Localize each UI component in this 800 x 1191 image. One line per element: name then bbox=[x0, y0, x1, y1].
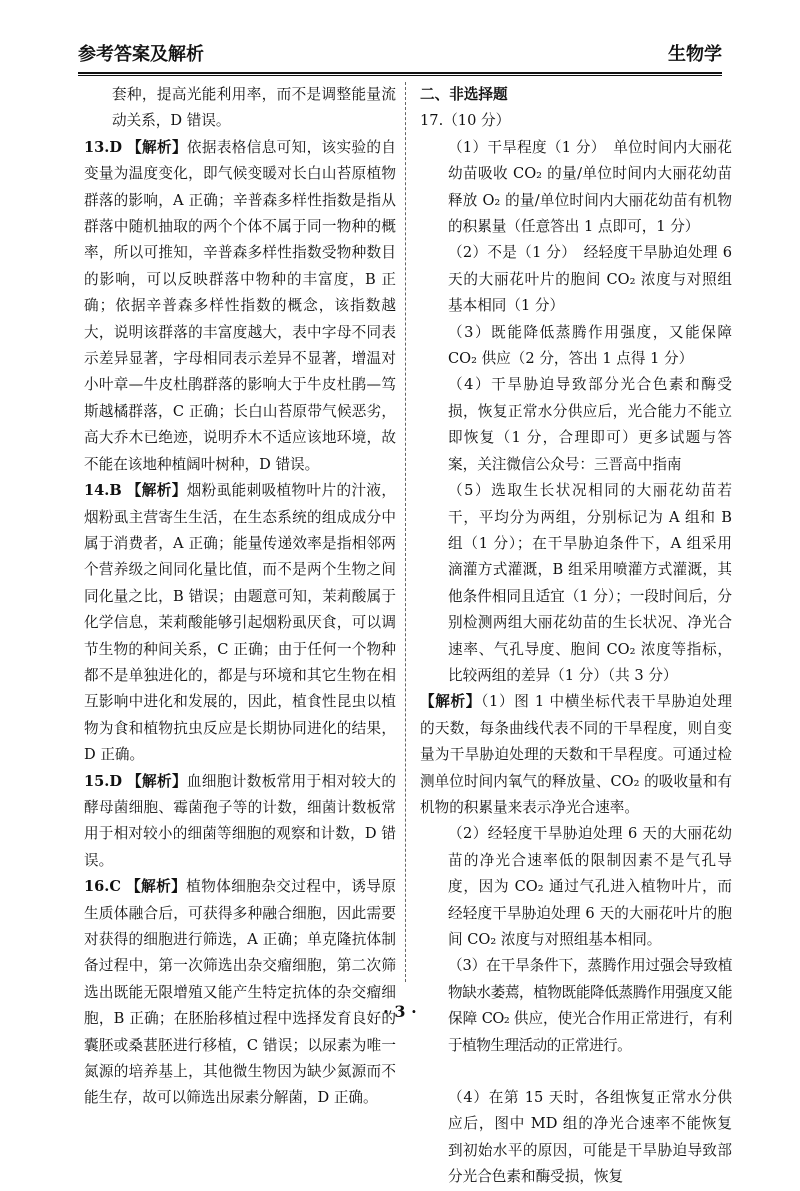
blank-gap bbox=[420, 1059, 732, 1085]
answer-17-1: （1）干旱程度（1 分） 单位时间内大丽花幼苗吸收 CO₂ 的量/单位时间内大丽花幼苗释放 O₂ 的量/单位时间内大丽花幼苗有机物的积累量（任意答出 1 点即可，1 分） bbox=[448, 138, 732, 236]
column-divider bbox=[405, 82, 406, 982]
answer-17-3: （3）既能降低蒸腾作用强度，又能保障 CO₂ 供应（2 分，答出 1 点得 1 分） bbox=[448, 323, 732, 368]
answer-17-5: （5）选取生长状况相同的大丽花幼苗若干，平均分为两组，分别标记为 A 组和 B 组（1 分）；在干旱胁迫条件下，A 组采用滴灌方式灌溉，B 组采用喷灌方式灌溉，其他条件相同且适宜（1 分）；一段时间后，分别检测两组大丽花幼苗的生长状况、净光合速率、气孔导度、胞间 CO₂ 浓度等指标，比较两组的差异（1 分）（共 3 分） bbox=[448, 482, 732, 684]
header-rule bbox=[78, 72, 722, 74]
header-left-title: 参考答案及解析 bbox=[78, 44, 204, 65]
right-column bbox=[420, 82, 732, 1191]
answer-17-2: （2）不是（1 分） 经轻度干旱胁迫处理 6 天的大丽花叶片的胞间 CO₂ 浓度与对照组基本相同（1 分） bbox=[448, 244, 732, 315]
answer-15: 15.D 【解析】血细胞计数板常用于相对较大的酵母菌细胞、霉菌孢子等的计数，细菌计数板常用于相对较小的细菌等细胞的观察和计数，D 错误。 bbox=[84, 772, 396, 869]
analysis-17-4: （4）在第 15 天时，各组恢复正常水分供应后，图中 MD 组的净光合速率不能恢复到初始水平的原因，可能是干旱胁迫导致部分光合色素和酶受损，恢复 bbox=[448, 1089, 732, 1186]
question-17-header: 17.（10 分） bbox=[420, 112, 511, 130]
left-column bbox=[84, 82, 396, 1112]
analysis-17-3: （3）在干旱条件下，蒸腾作用过强会导致植物缺水萎蔫，植物既能降低蒸腾作用强度又能保障 CO₂ 供应，使光合作用正常进行，有利于植物生理活动的正常进行。 bbox=[448, 957, 732, 1054]
answer-14: 14.B 【解析】烟粉虱能刺吸植物叶片的汁液，烟粉虱主营寄生生活，在生态系统的组成成分中属于消费者，A 正确；能量传递效率是指相邻两个营养级之间同化量比值，而不是两个生物之间同化量之比，B 错误；由题意可知，茉莉酸属于化学信息，茉莉酸能够引起烟粉虱厌食，可以调节生物的种间关系，C 正确；由于任何一个物种都不是单独进化的，都是与环境和其它生物在相互影响中进化和发展的，因此，植食性昆虫以植物为食和植物抗虫反应是长期协同进化的结果，D 正确。 bbox=[84, 482, 396, 764]
header-rule-thin bbox=[78, 75, 722, 76]
page-number: · 3 · bbox=[383, 1002, 417, 1021]
analysis-17: 【解析】（1）图 1 中横坐标代表干旱胁迫处理的天数，每条曲线代表不同的干旱程度，则自变量为干旱胁迫处理的天数和干旱程度。可通过检测单位时间内氧气的释放量、CO₂ 的吸收量和有机物的积累量来表示净光合速率。 bbox=[420, 693, 732, 816]
section-title: 二、非选择题 bbox=[420, 86, 508, 103]
analysis-17-2: （2）经轻度干旱胁迫处理 6 天的大丽花幼苗的净光合速率低的限制因素不是气孔导度，因为 CO₂ 通过气孔进入植物叶片，而经轻度干旱胁迫处理 6 天的大丽花叶片的胞间 CO₂ 浓度与对照组基本相同。 bbox=[448, 825, 732, 948]
left-paragraph-continuation: 套种，提高光能利用率，而不是调整能量流动关系，D 错误。 bbox=[112, 86, 396, 130]
header-right-title: 生物学 bbox=[668, 44, 722, 65]
answer-16: 16.C 【解析】植物体细胞杂交过程中，诱导原生质体融合后，可获得多种融合细胞，因此需要对获得的细胞进行筛选，A 正确；单克隆抗体制备过程中，第一次筛选出杂交瘤细胞，第二次筛选出既能无限增殖又能产生特定抗体的杂交瘤细胞，B 正确；在胚胎移植过程中选择发育良好的囊胚或桑葚胚进行移植，C 错误；以尿素为唯一氮源的培养基上，其他微生物因为缺少氮源而不能生存，故可以筛选出尿素分解菌，D 正确。 bbox=[84, 878, 396, 1107]
answer-17-4: （4）干旱胁迫导致部分光合色素和酶受损，恢复正常水分供应后，光合能力不能立即恢复（1 分，合理即可）更多试题与答案，关注微信公众号：三晋高中指南 bbox=[448, 376, 732, 473]
answer-13: 13.D 【解析】依据表格信息可知，该实验的自变量为温度变化，即气候变暖对长白山苔原植物群落的影响，A 正确；辛普森多样性指数是指从群落中随机抽取的两个个体不属于同一物种的概率，所以可推知，辛普森多样性指数受物种数目的影响，可以反映群落中物种的丰富度，B 正确；依据辛普森多样性指数的概念，该指数越大，说明该群落的丰富度越大，表中字母不同表示差异显著，字母相同表示差异不显著，增温对小叶章—牛皮杜鹃群落的影响大于牛皮杜鹃—笃斯越橘群落，C 正确；长白山苔原带气候恶劣，高大乔木已绝迹，说明乔木不适应该地环境，故不能在该地种植阔叶树种，D 错误。 bbox=[84, 138, 396, 473]
page-header bbox=[78, 32, 722, 66]
